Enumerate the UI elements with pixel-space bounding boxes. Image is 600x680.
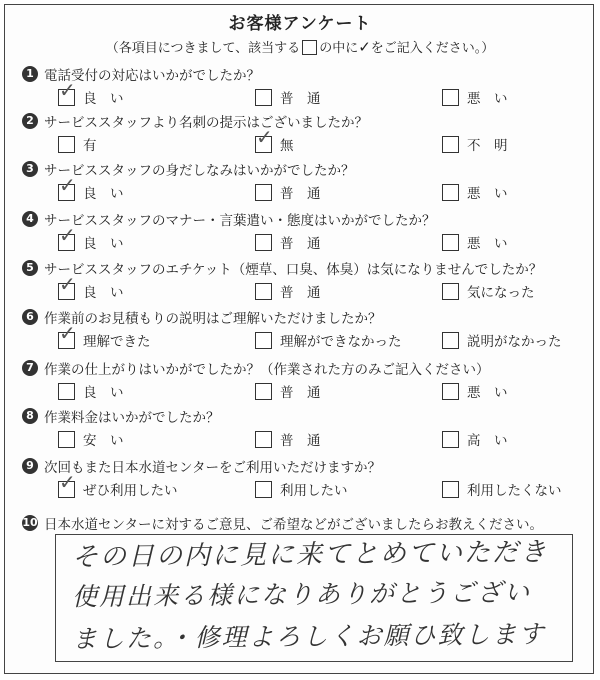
instruction-prefix: （各項目につきまして、該当する [105, 41, 301, 56]
q8-option-3[interactable] [442, 429, 552, 449]
checkmark-icon: ✓ [59, 271, 76, 296]
option-label: 良 い [83, 236, 124, 252]
question-text: 電話受付の対応はいかがでしたか？ [44, 68, 260, 84]
checkbox[interactable] [58, 320, 76, 349]
question-8 [22, 406, 220, 426]
checkbox[interactable] [58, 172, 76, 201]
q4-option-2[interactable] [255, 232, 365, 252]
q1-option-3[interactable] [442, 87, 552, 107]
q2-option-3[interactable] [442, 134, 552, 154]
question-number-badge: 5 [22, 260, 38, 276]
option-label: 無 [280, 138, 294, 154]
checkbox[interactable] [442, 184, 459, 201]
question-number-badge: 2 [22, 113, 38, 129]
q9-option-3[interactable] [442, 479, 562, 499]
check-mark-icon: ✓ [358, 38, 371, 56]
question-5 [22, 258, 542, 278]
checkmark-icon: ✓ [59, 320, 76, 345]
checkbox[interactable] [255, 431, 272, 448]
option-label: 説明がなかった [467, 334, 562, 350]
question-number-badge: 7 [22, 360, 38, 376]
checkmark-icon: ✓ [256, 124, 273, 149]
checkbox[interactable] [442, 89, 459, 106]
checkbox[interactable] [58, 469, 76, 498]
q9-option-1[interactable] [58, 469, 178, 499]
q8-option-2[interactable] [255, 429, 365, 449]
question-2 [22, 111, 368, 131]
q1-option-2[interactable] [255, 87, 365, 107]
option-label: 不 明 [467, 138, 508, 154]
checkbox[interactable] [58, 222, 76, 251]
question-number-badge: 4 [22, 211, 38, 227]
q3-option-3[interactable] [442, 182, 552, 202]
option-label: 良 い [83, 285, 124, 301]
option-label: 普 通 [280, 91, 321, 107]
question-text: 日本水道センターに対するご意見、ご希望などがございましたらお教えください。 [44, 517, 543, 533]
question-7 [22, 358, 490, 378]
option-label: 高 い [467, 433, 508, 449]
option-label: 良 い [83, 385, 124, 401]
checkmark-icon: ✓ [59, 469, 76, 494]
handwritten-line-1: その日の内に見に来てとめていただき [71, 537, 549, 573]
option-label: ぜひ利用したい [83, 483, 178, 499]
option-label: 普 通 [280, 433, 321, 449]
q7-option-3[interactable] [442, 381, 552, 401]
question-number-badge: 3 [22, 161, 38, 177]
checkbox[interactable] [255, 124, 273, 153]
option-label: 安 い [83, 433, 124, 449]
checkmark-icon: ✓ [59, 222, 76, 247]
q4-option-3[interactable] [442, 232, 552, 252]
instruction-line [0, 37, 600, 56]
question-number-badge: 1 [22, 66, 38, 82]
option-label: 有 [83, 138, 97, 154]
question-4 [22, 209, 436, 229]
question-1 [22, 64, 260, 84]
checkbox[interactable] [442, 283, 459, 300]
option-label: 理解できた [83, 334, 151, 350]
checkbox[interactable] [255, 184, 272, 201]
checkbox[interactable] [442, 136, 459, 153]
checkbox[interactable] [255, 332, 272, 349]
checkbox[interactable] [255, 283, 272, 300]
q7-option-1[interactable] [58, 381, 168, 401]
instruction-middle: の中に [319, 41, 359, 56]
option-label: 利用したい [280, 483, 348, 499]
question-9 [22, 456, 381, 476]
question-10 [22, 513, 543, 533]
handwritten-line-3: ました。・修理よろしくお願ひ致します [71, 619, 546, 654]
question-text: サービススタッフのエチケット（煙草、口臭、体臭）は気になりませんでしたか？ [44, 262, 543, 278]
checkbox[interactable] [58, 77, 76, 106]
option-label: 普 通 [280, 186, 321, 202]
option-label: 悪 い [467, 385, 508, 401]
question-number-badge: 9 [22, 458, 38, 474]
example-checkbox-icon [302, 40, 317, 55]
option-label: 理解ができなかった [280, 334, 402, 350]
q2-option-2[interactable] [255, 124, 294, 154]
question-number-badge: 10 [22, 516, 38, 529]
checkbox[interactable] [58, 136, 75, 153]
checkmark-icon: ✓ [59, 172, 76, 197]
question-text: 次回もまた日本水道センターをご利用いただけますか？ [44, 460, 381, 476]
option-label: 利用したくない [467, 483, 562, 499]
option-label: 普 通 [280, 236, 321, 252]
checkbox[interactable] [58, 431, 75, 448]
checkbox[interactable] [442, 481, 459, 498]
q6-option-3[interactable] [442, 330, 562, 350]
checkbox[interactable] [58, 383, 75, 400]
q5-option-2[interactable] [255, 281, 365, 301]
instruction-suffix: をご記入ください。） [370, 41, 495, 56]
survey-title: お客様アンケート [228, 14, 372, 34]
q9-option-2[interactable] [255, 479, 348, 499]
q6-option-1[interactable] [58, 320, 151, 350]
option-label: 普 通 [280, 285, 321, 301]
question-number-badge: 8 [22, 408, 38, 424]
question-6 [22, 307, 382, 327]
option-label: 悪 い [467, 186, 508, 202]
question-text: 作業前のお見積もりの説明はご理解いただけましたか？ [44, 311, 382, 327]
option-label: 普 通 [280, 385, 321, 401]
question-text: サービススタッフの身だしなみはいかがでしたか？ [44, 163, 355, 179]
q5-option-3[interactable] [442, 281, 535, 301]
option-label: 良 い [83, 186, 124, 202]
checkbox[interactable] [255, 481, 272, 498]
checkbox[interactable] [255, 234, 272, 251]
q5-option-1[interactable] [58, 271, 168, 301]
option-label: 気になった [467, 285, 535, 301]
question-text: 作業料金はいかがでしたか？ [44, 410, 220, 426]
checkmark-icon: ✓ [59, 77, 76, 102]
question-text: サービススタッフより名刺の提示はございましたか？ [44, 115, 368, 131]
q4-option-1[interactable] [58, 222, 168, 252]
q7-option-2[interactable] [255, 381, 365, 401]
checkbox[interactable] [442, 332, 459, 349]
q3-option-2[interactable] [255, 182, 365, 202]
option-label: 悪 い [467, 236, 508, 252]
checkbox[interactable] [442, 431, 459, 448]
q6-option-2[interactable] [255, 330, 402, 350]
question-number-badge: 6 [22, 309, 38, 325]
checkbox[interactable] [442, 234, 459, 251]
q2-option-1[interactable] [58, 134, 97, 154]
option-label: 良 い [83, 91, 124, 107]
checkbox[interactable] [442, 383, 459, 400]
q1-option-1[interactable] [58, 77, 168, 107]
option-label: 悪 い [467, 91, 508, 107]
question-text: サービススタッフのマナー・言葉遣い・態度はいかがでしたか？ [44, 213, 436, 229]
question-text: 作業の仕上がりはいかがでしたか？（作業された方のみご記入ください） [44, 362, 490, 378]
checkbox[interactable] [58, 271, 76, 300]
q8-option-1[interactable] [58, 429, 168, 449]
q3-option-1[interactable] [58, 172, 168, 202]
checkbox[interactable] [255, 383, 272, 400]
handwritten-line-2: 使用出来る様になりありがとうござい [71, 577, 532, 612]
checkbox[interactable] [255, 89, 272, 106]
